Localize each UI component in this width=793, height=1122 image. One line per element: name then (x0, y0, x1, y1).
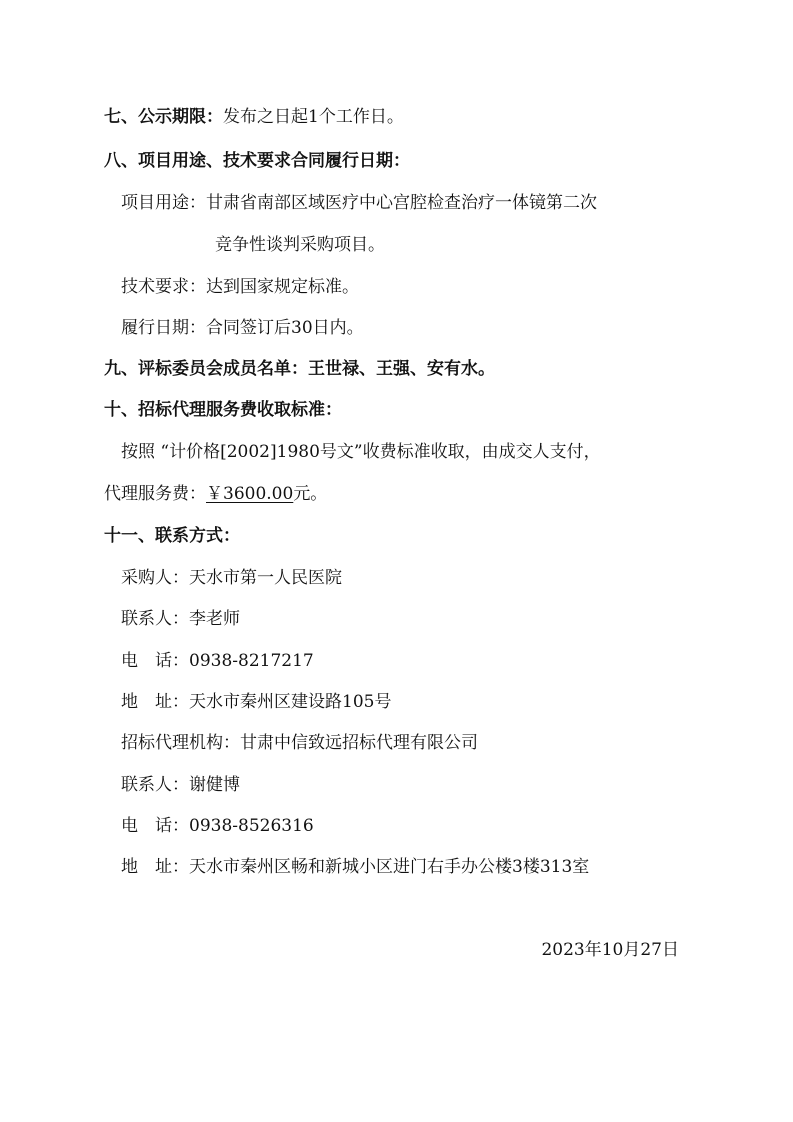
agency-phone-number: 0938-8526316 (189, 816, 314, 836)
purchaser-label: 采购人： (121, 568, 189, 588)
purchaser-address-label: 地 址： (121, 692, 189, 712)
agency-label: 招标代理机构： (121, 733, 240, 753)
tech-requirement-text: 达到国家规定标准。 (206, 277, 359, 297)
performance-date-text: 合同签订后30日内。 (206, 318, 364, 338)
section-7-text: 发布之日起1个工作日。 (223, 107, 404, 127)
project-use-text-1: 甘肃省南部区域医疗中心宫腔检查治疗一体镜第二次 (206, 193, 597, 213)
section-8-heading: 八、项目用途、技术要求合同履行日期： (104, 151, 410, 171)
agency-phone (121, 814, 314, 838)
agency-fee-label: 代理服务费： (104, 484, 206, 504)
section-9 (104, 357, 495, 381)
agency-fee-value: ￥3600.00 (206, 484, 294, 504)
project-use-text-2: 竞争性谈判采购项目。 (215, 235, 385, 255)
purchaser-phone-number: 0938-8217217 (189, 651, 314, 671)
agency-contact-name: 谢健博 (189, 775, 240, 795)
section-10-heading: 十、招标代理服务费收取标准： (104, 400, 342, 420)
purchaser-address (121, 690, 391, 714)
project-use (121, 191, 597, 215)
agency-address (121, 855, 589, 879)
agency-phone-label: 电 话： (121, 816, 189, 836)
purchaser-contact (121, 607, 240, 631)
purchaser-address-text: 天水市秦州区建设路105号 (189, 692, 392, 712)
project-use-label: 项目用途： (121, 193, 206, 213)
document-date: 2023年10月27日 (541, 940, 679, 960)
purchaser-phone-label: 电 话： (121, 651, 189, 671)
agency-fee-unit: 元。 (293, 484, 328, 504)
section-7-heading: 七、公示期限： (104, 107, 223, 127)
performance-date-label: 履行日期： (121, 318, 206, 338)
tech-requirement (121, 275, 359, 299)
agency-contact (121, 773, 240, 797)
section-9-heading: 九、评标委员会成员名单： (104, 359, 308, 379)
committee-members: 王世禄、王强、安有水。 (308, 359, 495, 379)
purchaser (121, 566, 342, 590)
agency-name: 甘肃中信致远招标代理有限公司 (240, 733, 478, 753)
purchaser-phone (121, 649, 314, 673)
tech-requirement-label: 技术要求： (121, 277, 206, 297)
agency (121, 731, 478, 755)
section-7 (104, 105, 404, 129)
purchaser-contact-name: 李老师 (189, 609, 240, 629)
performance-date (121, 316, 364, 340)
agency-contact-label: 联系人： (121, 775, 189, 795)
agency-fee (104, 482, 327, 506)
section-11-heading: 十一、联系方式： (104, 526, 240, 546)
agency-address-text: 天水市秦州区畅和新城小区进门右手办公楼3楼313室 (189, 857, 590, 877)
agency-address-label: 地 址： (121, 857, 189, 877)
purchaser-name: 天水市第一人民医院 (189, 568, 342, 588)
fee-standard-text: 按照 “计价格[2002]1980号文”收费标准收取，由成交人支付， (121, 442, 601, 462)
purchaser-contact-label: 联系人： (121, 609, 189, 629)
